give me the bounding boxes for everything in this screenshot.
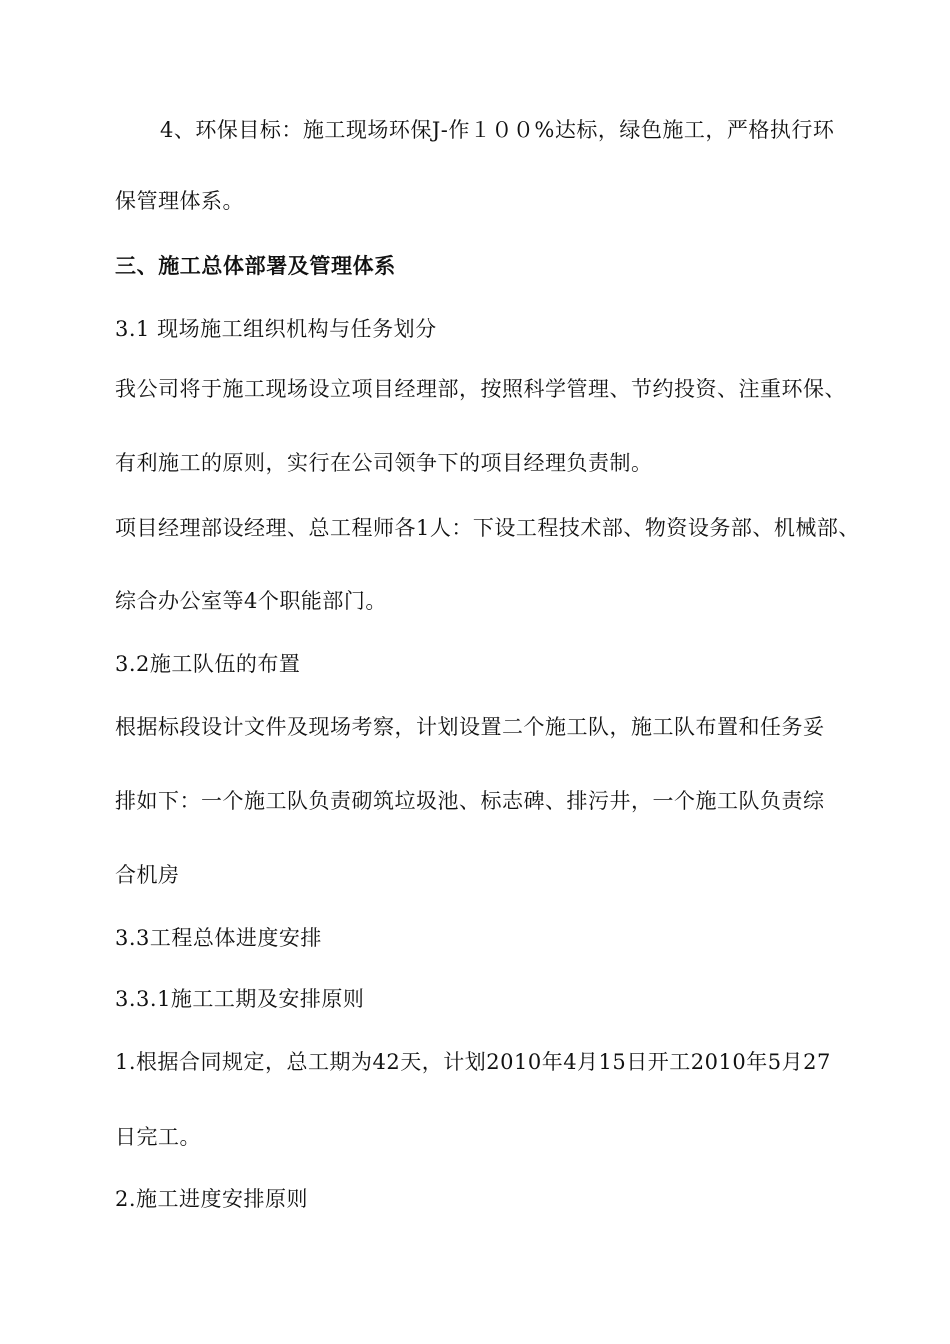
- org-paragraph-line-2: 有利施工的原则，实行在公司领争下的项目经理负责制。: [115, 451, 653, 475]
- item-1-line-1: 1.根据合同规定，总工期为42天，计划2010年4月15日开工2010年5月27: [115, 1050, 831, 1074]
- teams-paragraph-line-1: 根据标段设计文件及现场考察，计划设置二个施工队，施工队布置和任务妥: [115, 715, 825, 739]
- org-paragraph-line-1: 我公司将于施工现场设立项目经理部，按照科学管理、节约投资、注重环保、: [115, 377, 846, 401]
- subsection-3-3-1-title: 3.3.1施工工期及安排原则: [115, 987, 365, 1011]
- subsection-3-2-title: 3.2施工队伍的布置: [115, 652, 301, 676]
- teams-paragraph-line-3: 合机房: [115, 863, 180, 887]
- subsection-3-3-title: 3.3工程总体进度安排: [115, 926, 322, 950]
- subsection-3-1-title: 3.1 现场施工组织机构与任务划分: [115, 317, 437, 341]
- teams-paragraph-line-2: 排如下：一个施工队负责砌筑垃圾池、标志碑、排污井，一个施工队负责综: [115, 789, 825, 813]
- dept-paragraph-line-2: 综合办公室等4个职能部门。: [115, 589, 387, 613]
- item-2-title: 2.施工进度安排原则: [115, 1187, 309, 1211]
- env-target-line-2: 保管理体系。: [115, 189, 244, 213]
- env-target-line-1: 4、环保目标：施工现场环保J-作１００%达标，绿色施工，严格执行环: [160, 118, 835, 142]
- section-heading: 三、施工总体部署及管理体系: [115, 254, 396, 278]
- dept-paragraph-line-1: 项目经理部设经理、总工程师各1人：下设工程技术部、物资设务部、机械部、: [115, 516, 860, 540]
- item-1-line-2: 日完工。: [115, 1125, 201, 1149]
